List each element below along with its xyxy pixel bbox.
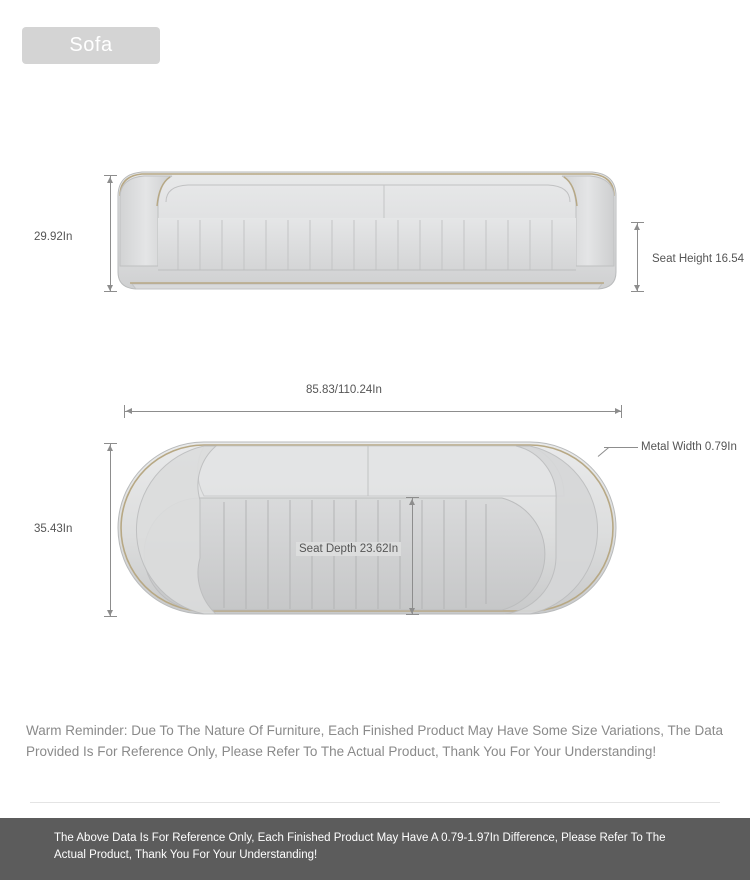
sofa-top-view	[112, 438, 622, 623]
page-title: Sofa	[69, 34, 113, 56]
front-height-dim-line	[110, 175, 111, 291]
front-height-arrow-down	[107, 285, 113, 291]
seat-height-cap-bottom	[631, 291, 644, 292]
front-height-label: 29.92In	[34, 231, 73, 243]
overall-width-arrow-left	[126, 408, 132, 414]
depth-arrow-down	[107, 610, 113, 616]
depth-cap-top	[104, 443, 117, 444]
depth-dim-line	[110, 443, 111, 616]
seat-depth-cap-top	[406, 497, 419, 498]
overall-width-arrow-right	[615, 408, 621, 414]
front-height-arrow-up	[107, 177, 113, 183]
seat-height-arrow-up	[634, 224, 640, 230]
page-title-badge	[22, 27, 160, 64]
footer-bar	[0, 818, 750, 880]
seat-height-label: Seat Height 16.54	[652, 253, 745, 265]
front-height-cap-bottom	[104, 291, 117, 292]
overall-width-dim-line	[124, 411, 622, 412]
section-divider	[30, 802, 720, 803]
overall-width-label: 85.83/110.24In	[306, 384, 382, 396]
seat-height-dim-line	[637, 222, 638, 291]
warm-reminder-text: Warm Reminder: Due To The Nature Of Furniture, Each Finished Product May Have Some Size Variations, The Data Provided Is For Reference Only, Please Refer To The Actual Product, Thank You For Your Understanding!	[26, 722, 724, 759]
overall-width-cap-right	[621, 405, 622, 418]
seat-depth-arrow-up	[409, 499, 415, 505]
seat-depth-arrow-down	[409, 608, 415, 614]
depth-arrow-up	[107, 445, 113, 451]
depth-label: 35.43In	[34, 523, 73, 535]
footer-note-text: The Above Data Is For Reference Only, Each Finished Product May Have A 0.79-1.97In Difference, Please Refer To The Actual Product, Thank You For Your Understanding!	[54, 832, 666, 861]
seat-depth-cap-bottom	[406, 614, 419, 615]
sofa-front-view	[112, 160, 622, 295]
front-height-cap-top	[104, 175, 117, 176]
seat-height-cap-top	[631, 222, 644, 223]
depth-cap-bottom	[104, 616, 117, 617]
seat-height-arrow-down	[634, 285, 640, 291]
overall-width-cap-left	[124, 405, 125, 418]
metal-width-label: Metal Width 0.79In	[641, 441, 737, 453]
seat-depth-label: Seat Depth 23.62In	[296, 542, 401, 556]
seat-depth-dim-line	[412, 497, 413, 614]
